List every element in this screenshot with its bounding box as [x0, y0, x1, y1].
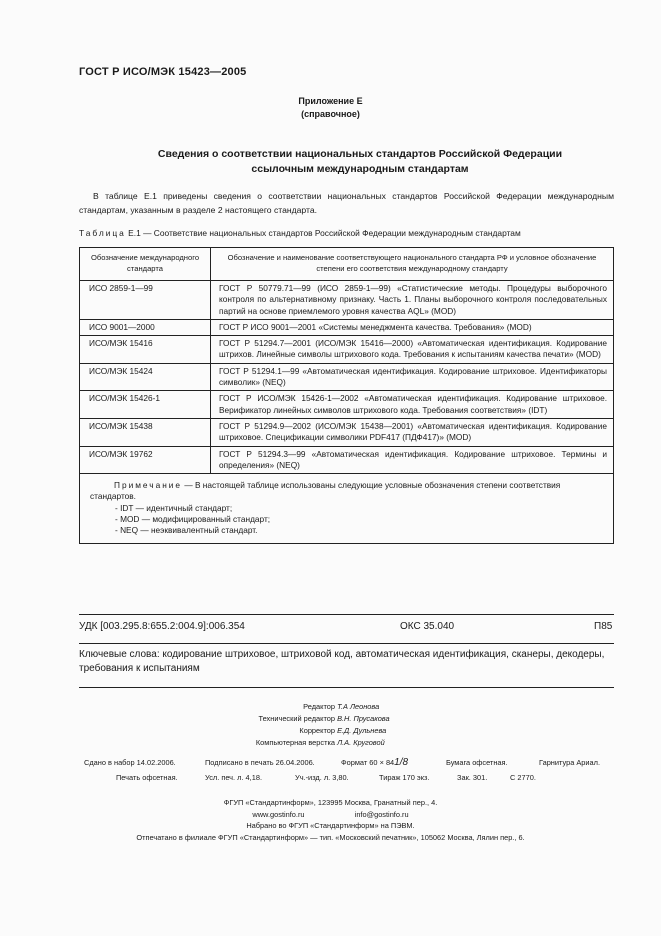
- note-text: — В настоящей таблице использованы следующие условные обозначения степени соответствия стандартов.: [90, 480, 561, 502]
- credit-name: Т.А Леонова: [337, 702, 380, 711]
- credit-name: В.Н. Прусакова: [337, 714, 390, 723]
- table-caption-prefix: Таблица: [79, 228, 126, 238]
- credit-role: Технический редактор: [258, 714, 335, 723]
- publisher-address: ФГУП «Стандартинформ», 123995 Москва, Гранатный пер., 4.: [223, 798, 438, 807]
- table-row: [80, 336, 614, 364]
- table-caption-text: Е.1 — Соответствие национальных стандартов Российской Федерации международным стандартам: [128, 228, 521, 238]
- note-item-mod: - MOD — модифицированный стандарт;: [115, 514, 271, 525]
- intro-paragraph: В таблице Е.1 приведены сведения о соответствии национальных стандартов Российской Федерации международным стандартам, указанным в разделе 2 настоящего стандарта.: [79, 191, 614, 215]
- imprint-order: Зак. 301.: [457, 773, 488, 782]
- header-intl-standard: Обозначение международного стандарта: [80, 248, 211, 281]
- table-row: [80, 418, 614, 446]
- appendix-title: Приложение Е: [298, 96, 363, 106]
- imprint-pub-sheets: Уч.-изд. л. 3,80.: [295, 773, 349, 782]
- document-title: ГОСТ Р ИСО/МЭК 15423—2005: [79, 66, 247, 78]
- imprint-signed: Подписано в печать 26.04.2006.: [205, 758, 315, 767]
- keywords: Ключевые слова: кодирование штриховое, штриховой код, автоматическая идентификация, сканеры, декодеры, требования к испытаниям: [79, 649, 605, 674]
- cell-national: ГОСТ Р 51294.1—99 «Автоматическая идентификация. Кодирование штриховое. Идентификаторы символик» (NEQ): [211, 363, 614, 391]
- table-row: [80, 446, 614, 474]
- note-item-idt: - IDT — идентичный стандарт;: [115, 502, 233, 513]
- table-header-row: [80, 248, 614, 281]
- appendix-note: (справочное): [301, 109, 360, 119]
- cell-national: ГОСТ Р 50779.71—99 (ИСО 2859-1—99) «Статистические методы. Процедуры выборочного контроля по альтернативному признаку. Часть 1. Планы выборочного контроля последовательных партий на основе приемлемого уровня качества AQL» (MOD): [211, 281, 614, 320]
- imprint-paper: Бумага офсетная.: [446, 758, 508, 767]
- cell-intl: ИСО/МЭК 19762: [80, 446, 211, 474]
- imprint-block: [79, 757, 614, 787]
- imprint-print: Печать офсетная.: [116, 773, 178, 782]
- cell-national: ГОСТ Р 51294.9—2002 (ИСО/МЭК 15438—2001) «Автоматическая идентификация. Кодирование штриховое. Спецификации символики PDF417 (ПДФ417)» (MOD): [211, 418, 614, 446]
- publisher-printed: Отпечатано в филиале ФГУП «Стандартинформ» — тип. «Московский печатник», 105062 Москва, Лялин пер., 6.: [136, 833, 525, 842]
- table-row: [80, 391, 614, 419]
- credit-role: Компьютерная верстка: [255, 738, 335, 747]
- table-note-row: [80, 474, 614, 543]
- table-row: [80, 363, 614, 391]
- format-fraction: 1/8: [394, 757, 409, 768]
- note-item-neq: - NEQ — неэквивалентный стандарт.: [115, 525, 258, 536]
- header-national-standard: Обозначение и наименование соответствующего национального стандарта РФ и условное обозначение степени его соответствия международному стандарту: [211, 248, 614, 281]
- cell-intl: ИСО/МЭК 15424: [80, 363, 211, 391]
- oks-code: ОКС 35.040: [400, 621, 455, 632]
- cell-intl: ИСО/МЭК 15438: [80, 418, 211, 446]
- cell-national: ГОСТ Р 51294.7—2001 (ИСО/МЭК 15416—2000) «Автоматическая идентификация. Кодирование штрихов. Линейные символы штрихового кода. Требования к испытаниям качества печати» (MOD): [211, 336, 614, 364]
- correspondence-table: [79, 247, 614, 544]
- publisher-typeset: Набрано во ФГУП «Стандартинформ» на ПЭВМ.: [246, 821, 415, 830]
- cell-intl: ИСО/МЭК 15416: [80, 336, 211, 364]
- cell-intl: ИСО 2859-1—99: [80, 281, 211, 320]
- imprint-sent: Сдано в набор 14.02.2006.: [84, 758, 176, 767]
- category-code: П85: [594, 621, 613, 632]
- credit-role: Корректор: [299, 726, 335, 735]
- section-heading-line1: Сведения о соответствии национальных стандартов Российской Федерации: [157, 148, 563, 160]
- imprint-font: Гарнитура Ариал.: [539, 758, 601, 767]
- imprint-run: Тираж 170 экз.: [379, 773, 430, 782]
- cell-intl: ИСО/МЭК 15426-1: [80, 391, 211, 419]
- cell-national: ГОСТ Р 51294.3—99 «Автоматическая идентификация. Кодирование штриховое. Термины и определения» (NEQ): [211, 446, 614, 474]
- cell-national: ГОСТ Р ИСО/МЭК 15426-1—2002 «Автоматическая идентификация. Кодирование штриховое. Верификатор линейных символов штрихового кода. Требования соответствия» (IDT): [211, 391, 614, 419]
- cell-national: ГОСТ Р ИСО 9001—2001 «Системы менеджмента качества. Требования» (MOD): [211, 319, 614, 335]
- publisher-site: www.gostinfo.ru: [252, 810, 305, 819]
- note-label: Примечание: [114, 480, 183, 491]
- credit-role: Редактор: [303, 702, 335, 711]
- divider: [79, 614, 614, 615]
- table-row: [80, 281, 614, 320]
- credit-name: Л.А. Круговой: [337, 738, 385, 747]
- divider: [79, 687, 614, 688]
- credit-name: Е.Д. Дульнева: [337, 726, 387, 735]
- section-heading-line2: ссылочным международным стандартам: [251, 163, 469, 175]
- publisher-email: info@gostinfo.ru: [354, 810, 409, 819]
- table-caption: [79, 228, 521, 238]
- imprint-sheets: Усл. печ. л. 4,18.: [205, 773, 262, 782]
- table-note: [80, 474, 614, 543]
- imprint-format: Формат 60 × 841/8: [341, 757, 409, 768]
- cell-intl: ИСО 9001—2000: [80, 319, 211, 335]
- divider: [79, 643, 614, 644]
- imprint-c: С 2770.: [510, 773, 536, 782]
- table-row: [80, 319, 614, 335]
- udk-code: УДК [003.295.8:655.2:004.9]:006.354: [79, 621, 245, 632]
